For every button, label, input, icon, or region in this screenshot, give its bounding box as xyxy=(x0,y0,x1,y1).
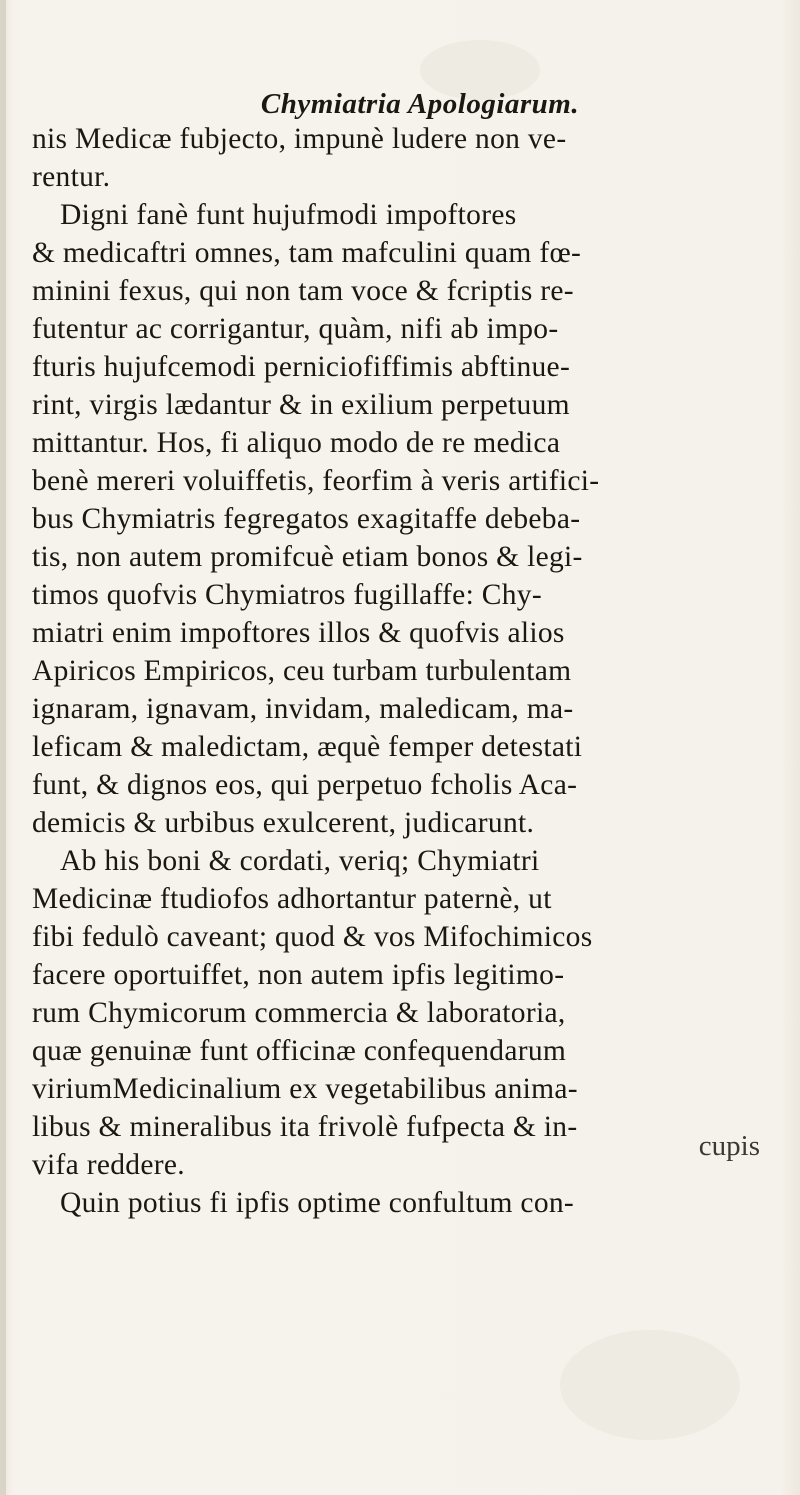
text-line: & medicaftri omnes, tam mafculini quam fœ- xyxy=(32,237,582,269)
text-line: Quin potius fi ipfis optime confultum con- xyxy=(60,1187,575,1219)
text-line: rint, virgis lædantur & in exilium perpetuum xyxy=(32,389,570,421)
text-line: mittantur. Hos, fi aliquo modo de re medica xyxy=(32,427,561,459)
text-line: facere oportuiffet, non autem ipfis legitimo- xyxy=(32,959,565,991)
text-line: libus & mineralibus ita frivolè fufpecta & in- xyxy=(32,1111,578,1143)
text-line: ignaram, ignavam, invidam, maledicam, ma- xyxy=(32,693,574,725)
text-line: benè mereri voluiffetis, feorfim à veris artifici- xyxy=(32,465,600,497)
catchword: cupis xyxy=(698,1130,760,1162)
text-line: Digni fanè funt hujufmodi impoftores xyxy=(60,199,517,231)
text-line: fibi fedulò caveant; quod & vos Mifochimicos xyxy=(32,921,593,953)
text-line: futentur ac corrigantur, quàm, nifi ab impo- xyxy=(32,313,559,345)
text-line: rentur. xyxy=(32,161,111,193)
text-line: timos quofvis Chymiatros fugillaffe: Chy- xyxy=(32,579,542,611)
text-line: fturis hujufcemodi perniciofiffimis abftinue- xyxy=(32,351,571,383)
text-line: leficam & maledictam, æquè femper detestati xyxy=(32,731,583,763)
text-line: viriumMedicinalium ex vegetabilibus anima- xyxy=(32,1073,578,1105)
page-gutter xyxy=(0,0,6,1495)
text-line: miatri enim impoftores illos & quofvis alios xyxy=(32,617,565,649)
text-line: funt, & dignos eos, qui perpetuo fcholis Aca- xyxy=(32,769,578,801)
text-line: Ab his boni & cordati, veriq; Chymiatri xyxy=(60,845,540,877)
text-line: tis, non autem promifcuè etiam bonos & legi- xyxy=(32,541,583,573)
text-line: Medicinæ ftudiofos adhortantur paternè, ut xyxy=(32,883,552,915)
running-head: Chymiatria Apologiarum. xyxy=(260,88,580,120)
text-line: demicis & urbibus exulcerent, judicarunt. xyxy=(32,807,535,839)
text-line: rum Chymicorum commercia & laboratoria, xyxy=(32,997,566,1029)
text-line: vifa reddere. xyxy=(32,1149,185,1181)
paper-stain xyxy=(560,1330,740,1440)
text-line: bus Chymiatris fegregatos exagitaffe debeba- xyxy=(32,503,581,535)
text-line: Apiricos Empiricos, ceu turbam turbulentam xyxy=(32,655,572,687)
text-line: quæ genuinæ funt officinæ confequendarum xyxy=(32,1035,567,1067)
text-line: nis Medicæ fubjecto, impunè ludere non ve- xyxy=(32,123,567,155)
text-line: minini fexus, qui non tam voce & fcriptis re- xyxy=(32,275,574,307)
body-text xyxy=(32,120,800,1222)
